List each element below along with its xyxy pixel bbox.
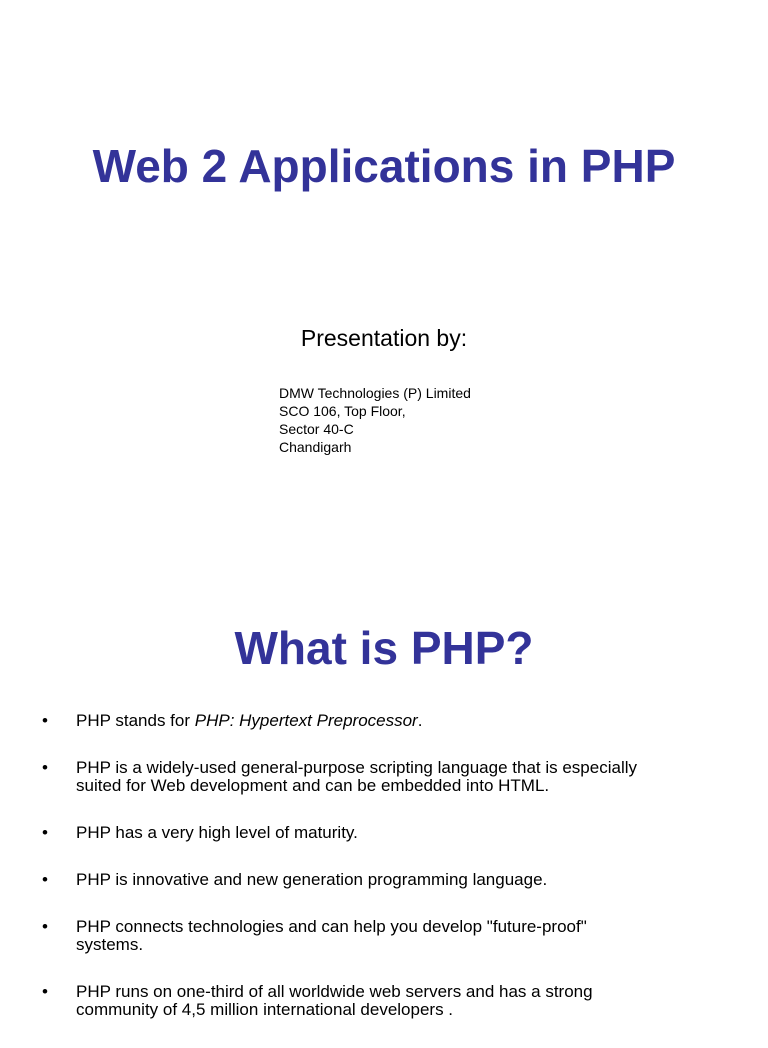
title-slide: [0, 0, 768, 512]
bullet-item: [40, 712, 740, 730]
bullet-icon: •: [42, 823, 48, 842]
bullet-list: [40, 712, 740, 1048]
bullet-icon: •: [42, 870, 48, 889]
bullet-text-line: PHP runs on one-third of all worldwide web servers and has a strong: [76, 982, 593, 1001]
address-line-city: Chandigarh: [279, 439, 352, 455]
address-line-street: SCO 106, Top Floor,: [279, 403, 406, 419]
content-slide: [0, 512, 768, 1024]
bullet-text: .: [417, 711, 423, 730]
bullet-text-italic: PHP: Hypertext Preprocessor: [194, 711, 418, 730]
bullet-text-line: PHP is a widely-used general-purpose scripting language that is especially: [76, 758, 637, 777]
bullet-icon: •: [42, 982, 48, 1001]
bullet-text-line: community of 4,5 million international developers .: [76, 1000, 454, 1019]
company-address: [279, 384, 471, 456]
bullet-item: [40, 824, 740, 842]
bullet-text-line: suited for Web development and can be embedded into HTML.: [76, 776, 550, 795]
bullet-item: [40, 759, 740, 795]
bullet-item: [40, 871, 740, 889]
presenter-label: Presentation by:: [300, 325, 468, 351]
bullet-text: PHP stands for: [76, 711, 195, 730]
bullet-text-line: PHP connects technologies and can help you develop "future-proof": [76, 917, 587, 936]
bullet-icon: •: [42, 711, 48, 730]
slide-title: What is PHP?: [234, 622, 534, 674]
address-line-company: DMW Technologies (P) Limited: [279, 385, 471, 401]
slide-title: Web 2 Applications in PHP: [92, 140, 676, 192]
bullet-item: [40, 918, 740, 954]
bullet-text-line: systems.: [76, 935, 144, 954]
bullet-icon: •: [42, 758, 48, 777]
bullet-item: [40, 983, 740, 1019]
bullet-text: PHP is innovative and new generation programming language.: [76, 870, 548, 889]
bullet-icon: •: [42, 917, 48, 936]
address-line-sector: Sector 40-C: [279, 421, 354, 437]
bullet-text: PHP has a very high level of maturity.: [76, 823, 358, 842]
